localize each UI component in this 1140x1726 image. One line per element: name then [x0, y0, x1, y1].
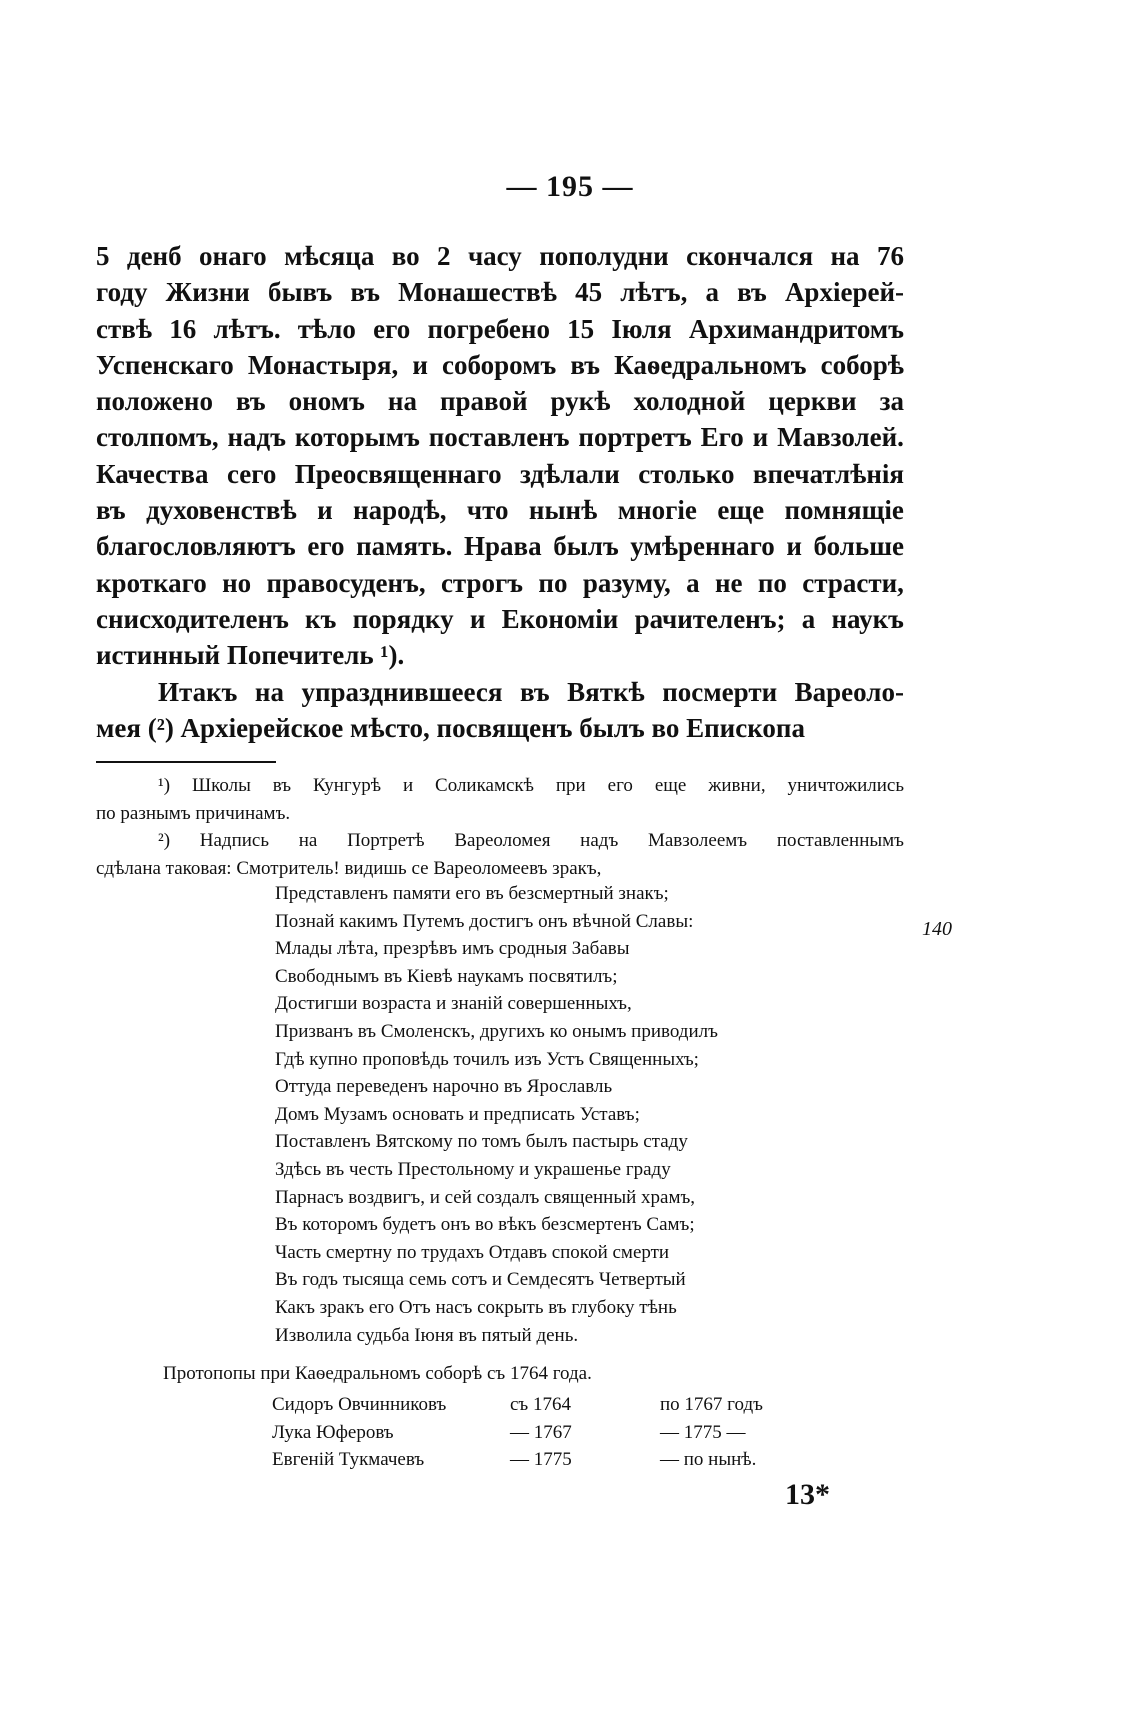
text-line: мея (²) Архiерейское мѣсто, посвященъ былъ во Епископа	[96, 712, 805, 743]
poem-line: Парнасъ воздвигъ, и сей создалъ священный храмъ,	[275, 1186, 696, 1208]
footnote-1-line: ¹) Школы въ Кунгурѣ и Соликамскѣ при его еще живни, уничтожились	[158, 775, 904, 796]
clergy-to: — 1775 —	[660, 1421, 746, 1443]
clergy-row	[272, 1419, 763, 1447]
text-line: въ духовенствѣ и народѣ, что нынѣ многiе еще помнящiе	[96, 495, 904, 526]
text-line: положено въ ономъ на правой рукѣ холодной церкви за	[96, 386, 904, 417]
clergy-to: по 1767 годъ	[660, 1394, 763, 1415]
clergy-name: Евгенiй Тукмачевъ	[272, 1449, 425, 1471]
poem-line: Млады лѣта, презрѣвъ имъ сродныя Забавы	[275, 938, 630, 960]
text-line: кроткаго но правосуденъ, строгъ по разуму, а не по страсти,	[96, 567, 904, 598]
poem-line: Гдѣ купно проповѣдь точилъ изъ Устъ Священныхъ;	[275, 1048, 699, 1070]
text-line: истинный Попечитель ¹).	[96, 640, 405, 671]
poem-line: Достигши возраста и знанiй совершенныхъ,	[275, 993, 632, 1015]
main-text	[96, 238, 904, 746]
text-line: Итакъ на упразднившееся въ Вяткѣ посмерти Вареоло-	[158, 676, 904, 707]
clergy-name: Сидоръ Овчинниковъ	[272, 1394, 447, 1415]
text-line: снисходителенъ къ порядку и Економiи рачителенъ; а наукъ	[96, 603, 904, 634]
poem-line: Въ которомъ будетъ онъ во вѣкъ безсмертенъ Самъ;	[275, 1214, 695, 1236]
footnote-1-line: по разнымъ причинамъ.	[96, 802, 291, 824]
poem-line: Поставленъ Вятскому по томъ былъ пастырь стаду	[275, 1131, 688, 1153]
footnote-2-line: сдѣлана таковая: Смотритель! видишь се Вареоломеевъ зракъ,	[96, 857, 602, 879]
text-line: 5 денб онаго мѣсяца во 2 часу пополудни скончался на 76	[96, 241, 904, 271]
poem-line: Оттуда переведенъ нарочно въ Ярославль	[275, 1076, 613, 1098]
poem-line: Въ годъ тысяща семь сотъ и Семдесятъ Четвертый	[275, 1269, 686, 1291]
signature-mark: 13*	[785, 1478, 830, 1511]
clergy-from: — 1775	[510, 1449, 572, 1471]
text-line: столпомъ, надъ которымъ поставленъ портретъ Его и Мавзолей.	[96, 422, 904, 453]
text-line: году Жизни бывъ въ Монашествѣ 45 лѣтъ, а въ Архiерей-	[96, 277, 904, 308]
margin-number: 140	[922, 918, 952, 940]
poem-line: Познай какимъ Путемъ достигъ онъ вѣчной Славы:	[275, 910, 694, 932]
clergy-row	[272, 1446, 763, 1474]
clergy-heading: Протопопы при Каѳедральномъ соборѣ съ 1764 года.	[163, 1363, 592, 1384]
poem-line: Свободнымъ въ Кiевѣ наукамъ посвятилъ;	[275, 965, 618, 987]
text-line: Успенскаго Монастыря, и соборомъ въ Каѳедральномъ соборѣ	[96, 349, 904, 380]
poem-line: Изволила судьба Iюня въ пятый день.	[275, 1324, 579, 1346]
poem-line: Призванъ въ Смоленскъ, другихъ ко онымъ приводилъ	[275, 1020, 718, 1042]
poem-line: Домъ Музамъ основать и предписать Уставъ;	[275, 1103, 640, 1125]
text-line: Качества сего Преосвященнаго здѣлали столько впечатлѣнiя	[96, 458, 904, 489]
epitaph-poem	[275, 880, 895, 1349]
poem-line: Здѣсь въ честь Престольному и украшенье граду	[275, 1158, 671, 1180]
text-line: благословляютъ его память. Нрава былъ умѣреннаго и больше	[96, 531, 904, 562]
poem-line: Какъ зракъ его Отъ насъ сокрыть въ глубоку тѣнь	[275, 1296, 677, 1318]
footnotes	[96, 772, 904, 882]
clergy-from: — 1767	[510, 1421, 572, 1443]
text-line: ствѣ 16 лѣтъ. тѣло его погребено 15 Iюля Архимандритомъ	[96, 313, 904, 344]
clergy-to: — по нынѣ.	[660, 1449, 757, 1471]
poem-line: Представленъ памяти его въ безсмертный знакъ;	[275, 883, 669, 904]
clergy-table	[272, 1391, 763, 1474]
page-number: — 195 —	[506, 170, 634, 203]
clergy-row	[272, 1391, 763, 1419]
clergy-from: съ 1764	[510, 1394, 572, 1415]
poem-line: Часть смертну по трудахъ Отдавъ спокой смерти	[275, 1241, 670, 1263]
footnote-divider	[96, 761, 276, 763]
footnote-2-line: ²) Надпись на Портретѣ Вареоломея надъ Мавзолеемъ поставленнымъ	[158, 830, 904, 852]
clergy-name: Лука Юферовъ	[272, 1421, 394, 1443]
